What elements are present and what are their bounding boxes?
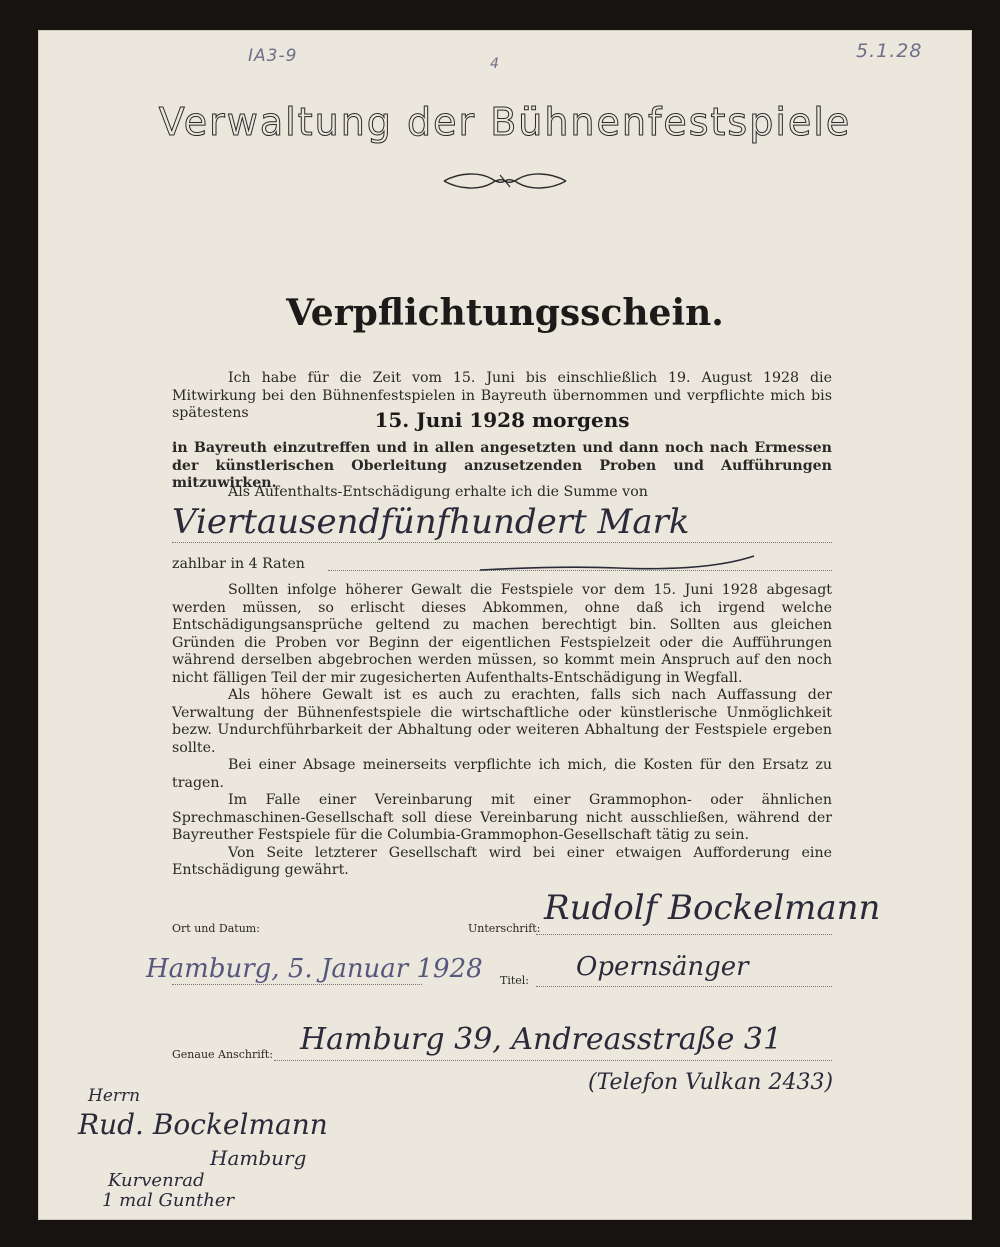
- letterhead-title: Verwaltung der Bühnenfestspiele: [158, 100, 852, 144]
- addressee-line-1: Herrn: [88, 1086, 141, 1106]
- terms-block: [172, 582, 832, 880]
- cancellation-paragraph: Bei einer Absage meinerseits verpflichte ich mich, die Kosten für den Ersatz zu tragen.: [172, 757, 832, 791]
- compensation-amount: Viertausendfünfhundert Mark: [172, 502, 690, 542]
- document-title: Verpflichtungsschein.: [286, 292, 724, 334]
- payment-text: zahlbar in 4 Raten: [172, 556, 305, 572]
- force-majeure-paragraph: Sollten infolge höherer Gewalt die Festspiele vor dem 15. Juni 1928 abgesagt werden müssen, so erlischt dieses Abkommen, ohne daß ich irgend welche Entschädigungsansprüche geltend zu machen berechtigt bin. Sollten aus gleichen Gründen die Proben vor Beginn der eigentlichen Festspielzeit oder die Aufführungen während derselben abgebrochen werden müssen, so kommt mein Anspruch auf den noch nicht fälligen Teil der mir zugesicherten Aufenthalts-Entschädigung in Wegfall.: [172, 582, 832, 686]
- intro-text: Ich habe für die Zeit vom 15. Juni bis einschließlich 19. August 1928 die Mitwirkung bei den Bühnenfestspielen in Bayreuth übernommen und verpflichte mich bis spätestens: [172, 370, 832, 421]
- addressee-line-4: Kurvenrad: [108, 1170, 205, 1191]
- place-date-label: Ort und Datum:: [172, 922, 260, 935]
- ornament-flourish-icon: [440, 170, 570, 192]
- addressee-line-2: Rud. Bockelmann: [78, 1108, 328, 1141]
- compensation-note-paragraph: Von Seite letzterer Gesellschaft wird bei einer etwaigen Aufforderung eine Entschädigung gewährt.: [172, 844, 832, 878]
- signature-label: Unterschrift:: [468, 922, 541, 935]
- address-label: Genaue Anschrift:: [172, 1048, 273, 1061]
- title-label: Titel:: [500, 974, 530, 987]
- payment-flourish: [478, 550, 758, 576]
- page-number: 4: [490, 56, 500, 72]
- archive-code: IA3-9: [248, 46, 298, 66]
- compensation-text: Als Aufenthalts-Entschädigung erhalte ich die Summe von: [228, 484, 648, 500]
- phone-value: (Telefon Vulkan 2433): [588, 1070, 834, 1095]
- arrival-text: in Bayreuth einzutreffen und in allen angesetzten und dann noch nach Ermessen der künstlerischen Oberleitung anzusetzenden Proben und Aufführungen mitzuwirken.: [172, 440, 832, 491]
- compensation-paragraph: [172, 484, 832, 502]
- document-page: [38, 30, 972, 1220]
- gramophone-paragraph: Im Falle einer Vereinbarung mit einer Grammophon- oder ähnlichen Sprechmaschinen-Gesellschaft soll diese Vereinbarung nicht ausschließen, während der Bayreuther Festspiele für die Columbia-Grammophon-Gesellschaft tätig zu sein.: [172, 792, 832, 843]
- date-note: 5.1.28: [856, 40, 923, 62]
- addressee-line-3: Hamburg: [210, 1146, 307, 1170]
- addressee-line-5: 1 mal Gunther: [102, 1190, 235, 1211]
- title-value: Opernsänger: [576, 952, 749, 982]
- higher-power-paragraph: Als höhere Gewalt ist es auch zu erachten, falls sich nach Auffassung der Verwaltung der Bühnenfestspiele die wirtschaftliche oder künstlerische Unmöglichkeit bezw. Undurchführbarkeit der Abhaltung oder weiteren Abhaltung der Festspiele ergeben sollte.: [172, 687, 832, 756]
- arrival-date: 15. Juni 1928 morgens: [374, 408, 630, 432]
- place-date-value: Hamburg, 5. Januar 1928: [146, 954, 483, 984]
- address-value: Hamburg 39, Andreasstraße 31: [300, 1022, 783, 1057]
- signature-value: Rudolf Bockelmann: [544, 888, 881, 928]
